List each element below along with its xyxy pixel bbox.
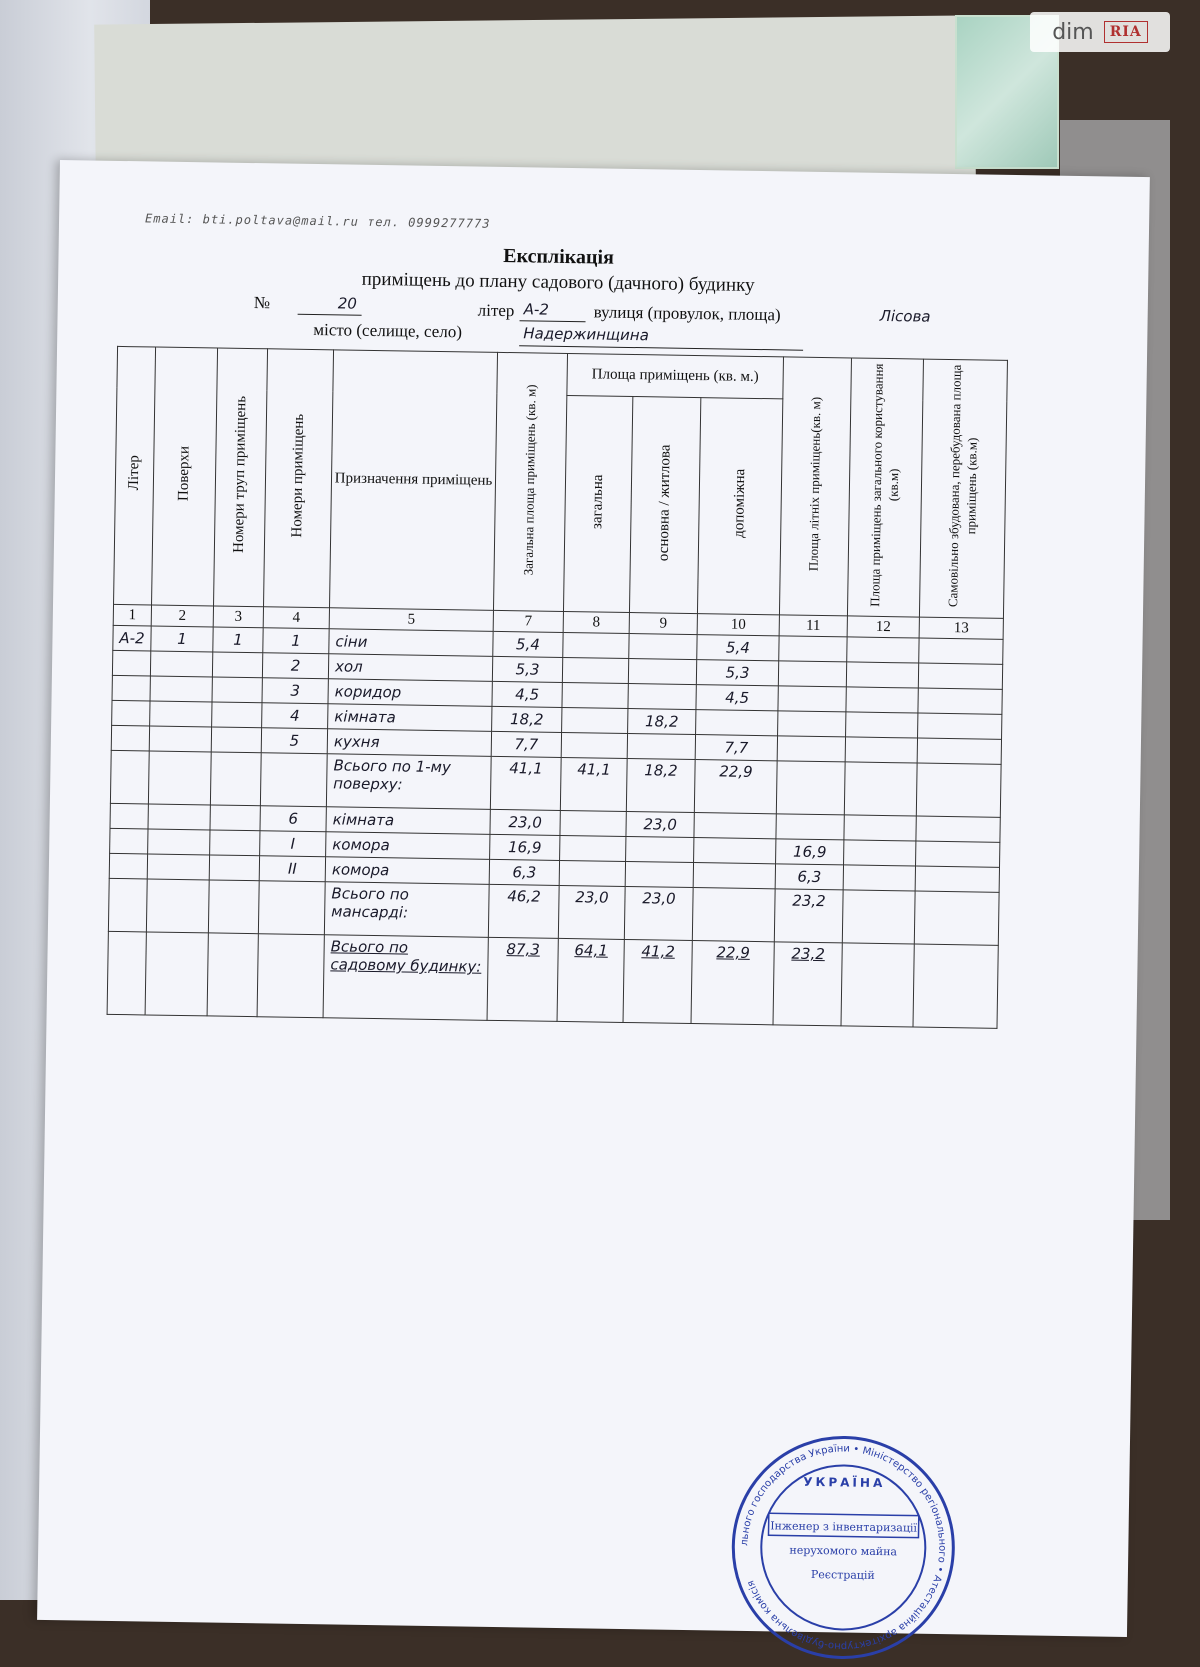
city-label: місто (селище, село) (313, 320, 463, 342)
cell-gen: 64,1 (557, 938, 624, 1022)
cell-group (207, 933, 258, 1017)
table-body (107, 625, 1003, 1028)
street-label: вулиця (провулок, площа) (593, 302, 781, 325)
cell-liter (112, 700, 150, 726)
cell-empty (844, 840, 916, 866)
cell-empty (847, 637, 919, 663)
cell-empty (846, 662, 918, 688)
cell-room: 6 (260, 806, 326, 832)
cell-main: 18,2 (626, 758, 695, 812)
colnum: 4 (263, 607, 329, 629)
cell-empty (842, 890, 915, 944)
cell-total: 5,4 (493, 631, 563, 657)
header-area-group: Площа приміщень (кв. м.) (567, 353, 784, 398)
header-area-main: основна / житлова (629, 396, 700, 613)
cell-total: 7,7 (491, 731, 561, 757)
cell-liter (110, 803, 148, 829)
cell-total: 46,2 (488, 884, 559, 938)
cell-gen: 41,1 (560, 757, 627, 811)
cell-liter (107, 931, 146, 1015)
cell-group (210, 830, 260, 856)
cell-empty (914, 891, 999, 945)
cell-total: 18,2 (492, 706, 562, 732)
cell-empty (846, 687, 918, 713)
cell-gen (562, 707, 628, 733)
liter-label: літер (477, 300, 515, 321)
cell-group: 1 (213, 627, 263, 653)
cell-empty (918, 663, 1002, 689)
cell-room: 3 (262, 678, 328, 704)
cell-gen (559, 860, 625, 886)
cell-liter: А-2 (113, 625, 151, 651)
header-total-area: Загальна площа приміщень (кв. м) (493, 352, 567, 611)
cell-empty (845, 737, 917, 763)
header-common-area: Площа приміщень загального користування (кв.м) (847, 358, 923, 617)
cell-summer: 23,2 (774, 889, 843, 943)
number-value: 20 (337, 294, 358, 313)
cell-floor (146, 879, 209, 933)
cell-purpose: Всього по мансарді: (324, 882, 489, 938)
cell-purpose: Всього по 1-му поверху: (326, 754, 491, 810)
cell-purpose: сіни (329, 629, 493, 657)
document-subtitle: приміщень до плану садового (дачного) будинку (361, 268, 755, 296)
colnum: 9 (629, 613, 697, 635)
cell-aux: 7,7 (695, 735, 777, 761)
cell-total: 23,0 (490, 809, 560, 835)
colnum: 10 (697, 614, 779, 636)
stamp-ring-text: льного господарства України • Міністерство регіонального • Атестаційна архітектурно-будівельна комісія (739, 1443, 948, 1652)
number-underline (298, 314, 362, 316)
cell-floor (149, 726, 211, 752)
cell-liter (110, 750, 149, 804)
city-underline (519, 345, 803, 350)
cell-empty (918, 713, 1002, 739)
cell-room (257, 934, 324, 1018)
header-area-aux: допоміжна (697, 398, 782, 615)
cell-aux: 5,3 (696, 660, 778, 686)
colnum: 12 (847, 616, 919, 638)
cell-floor (148, 804, 210, 830)
cell-empty (919, 638, 1003, 664)
cell-aux (693, 863, 775, 889)
colnum: 3 (213, 606, 263, 628)
colnum: 5 (329, 608, 493, 632)
city-value: Надержинщина (523, 324, 650, 345)
header-floors: Поверхи (152, 347, 218, 606)
cell-aux (694, 813, 776, 839)
colnum: 13 (919, 617, 1003, 639)
cell-summer (778, 661, 846, 687)
cell-liter (109, 853, 147, 879)
cell-purpose: комора (326, 832, 490, 860)
background-paper-stack (94, 15, 976, 184)
cell-group (210, 805, 260, 831)
cell-liter (112, 650, 150, 676)
colnum: 8 (563, 611, 629, 633)
cell-empty (918, 688, 1002, 714)
cell-gen (560, 810, 626, 836)
cell-main (626, 836, 694, 862)
dimria-watermark (1030, 12, 1170, 52)
cell-summer (778, 711, 846, 737)
cell-empty (913, 944, 998, 1028)
header-illegal-area: Самовільно збудована, перебудована площа приміщень (кв.м) (919, 359, 1007, 618)
cell-main: 41,2 (623, 939, 692, 1023)
cell-empty (841, 943, 914, 1027)
cell-floor (148, 751, 211, 805)
cell-aux (692, 888, 775, 942)
cell-floor (147, 854, 209, 880)
colnum: 7 (493, 610, 563, 632)
header-liter: Літер (114, 346, 156, 605)
cell-gen (562, 682, 628, 708)
cell-total: 87,3 (487, 937, 558, 1021)
cell-empty (917, 738, 1001, 764)
header-area-total: загальна (563, 395, 632, 612)
number-label: № (253, 293, 271, 313)
header-group-numbers: Номери труп приміщень (214, 348, 268, 607)
cell-main (627, 733, 695, 759)
cell-room: I (260, 831, 326, 857)
colnum: 1 (113, 604, 151, 626)
cell-total: 5,3 (492, 656, 562, 682)
cell-purpose: кімната (328, 704, 492, 732)
cell-summer: 16,9 (776, 839, 844, 865)
table-row (107, 931, 998, 1028)
cell-gen: 23,0 (558, 885, 625, 939)
cell-summer: 6,3 (775, 864, 843, 890)
liter-underline (520, 320, 586, 322)
cell-aux: 5,4 (697, 635, 779, 661)
cell-total: 16,9 (490, 834, 560, 860)
watermark-ria: RIA (1104, 21, 1148, 43)
cell-room: 1 (263, 628, 329, 654)
cell-main: 23,0 (624, 886, 693, 940)
header-purpose: Призначення приміщень (329, 350, 497, 611)
cell-liter (108, 878, 147, 932)
cell-summer (778, 686, 846, 712)
cell-empty (843, 865, 915, 891)
cell-empty (916, 841, 1000, 867)
contact-line: Email: bti.poltava@mail.ru тел. 0999277773 (144, 211, 491, 231)
stamp-line-1: Інженер з інвентаризації (770, 1519, 918, 1535)
cell-total: 6,3 (489, 859, 559, 885)
official-stamp (727, 1431, 961, 1665)
cell-empty (916, 763, 1001, 817)
cell-group (212, 677, 262, 703)
cell-liter (112, 675, 150, 701)
watermark-dim: dim (1052, 19, 1094, 45)
cell-empty (846, 712, 918, 738)
cell-floor (148, 829, 210, 855)
cell-empty (844, 815, 916, 841)
cell-main (628, 658, 696, 684)
cell-floor (150, 676, 212, 702)
explication-table (107, 346, 1008, 1029)
stamp-country: УКРАЇНА (803, 1474, 886, 1491)
cell-liter (111, 725, 149, 751)
cell-summer (776, 814, 844, 840)
cell-floor (150, 651, 212, 677)
cell-empty (915, 866, 999, 892)
cell-group (208, 880, 259, 934)
cell-liter (110, 828, 148, 854)
cell-purpose: кухня (327, 729, 491, 757)
header-summer-area: Площа літніх приміщень(кв. м) (779, 357, 851, 616)
cell-purpose: коридор (328, 679, 492, 707)
colnum: 11 (779, 615, 847, 637)
cell-aux (694, 838, 776, 864)
cell-main (629, 633, 697, 659)
cell-empty (916, 816, 1000, 842)
liter-value: А-2 (523, 300, 550, 319)
cell-main (628, 683, 696, 709)
cell-main: 18,2 (628, 708, 696, 734)
cell-purpose: кімната (326, 807, 490, 835)
cell-gen (560, 835, 626, 861)
cell-group (212, 702, 262, 728)
cell-room (260, 753, 327, 807)
cell-total: 41,1 (490, 756, 561, 810)
cell-summer (777, 736, 845, 762)
colnum: 2 (151, 605, 213, 627)
cell-floor: 1 (151, 626, 213, 652)
stamp-line-3: Реєстрацій (810, 1567, 875, 1582)
cell-room: 2 (262, 653, 328, 679)
cell-aux: 22,9 (694, 760, 777, 814)
cell-purpose: Всього по садовому будинку: (323, 935, 488, 1021)
cell-summer (779, 636, 847, 662)
cell-gen (562, 657, 628, 683)
stamp-line-2: нерухомого майна (789, 1543, 898, 1559)
cell-group (212, 652, 262, 678)
cell-aux (696, 710, 778, 736)
cell-summer (776, 761, 845, 815)
cell-total: 4,5 (492, 681, 562, 707)
cell-empty (844, 762, 917, 816)
cell-gen (563, 632, 629, 658)
street-value: Лісова (879, 306, 931, 326)
document-title: Експлікація (503, 244, 615, 269)
cell-room (258, 881, 325, 935)
cell-room: 4 (262, 703, 328, 729)
cell-group (211, 727, 261, 753)
cell-group (209, 855, 259, 881)
cell-floor (145, 932, 208, 1016)
header-room-numbers: Номери приміщень (264, 349, 334, 608)
cell-aux: 22,9 (691, 941, 774, 1025)
cell-purpose: хол (328, 654, 492, 682)
cell-gen (561, 732, 627, 758)
cell-aux: 4,5 (696, 685, 778, 711)
cell-room: II (259, 856, 325, 882)
cell-group (210, 752, 261, 806)
cell-main (625, 861, 693, 887)
cell-purpose: комора (325, 857, 489, 885)
cell-summer: 23,2 (773, 942, 842, 1026)
cell-floor (150, 701, 212, 727)
explication-sheet (37, 160, 1150, 1652)
cell-room: 5 (261, 728, 327, 754)
cell-main: 23,0 (626, 811, 694, 837)
